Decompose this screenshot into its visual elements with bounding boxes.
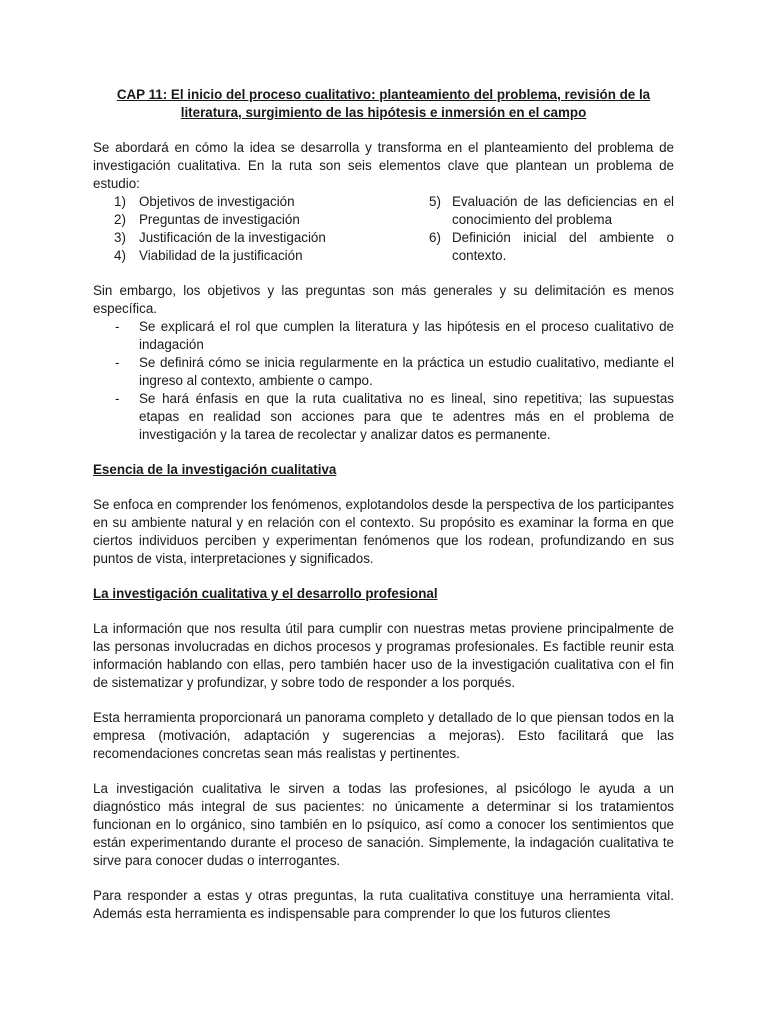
list-item: - Se explicará el rol que cumplen la literatura y las hipótesis en el proceso cualitativo de indagación xyxy=(115,319,674,352)
bullet-list xyxy=(93,318,674,444)
section-heading-esencia: Esencia de la investigación cualitativa xyxy=(93,462,337,477)
informacion-paragraph: La información que nos resulta útil para cumplir con nuestras metas proviene principalmente de las personas involucradas en dichos procesos y programas profesionales. Es factible reunir esta información hablando con ellas, pero también hacer uso de la investigación cualitativa con el fin de sistematizar y profundizar, y sobre todo de responder a los porqués. xyxy=(93,621,674,690)
section-heading-desarrollo-profesional: La investigación cualitativa y el desarrollo profesional xyxy=(93,586,438,601)
profesiones-paragraph: La investigación cualitativa le sirven a todas las profesiones, al psicólogo le ayuda a un diagnóstico más integral de sus pacientes: no únicamente a determinar si los tratamientos funcionan en lo orgánico, sino también en lo psíquico, así como a conocer los sentimientos que están experimentando durante el proceso de sanación. Simplemente, la indagación cualitativa te sirve para conocer dudas o interrogantes. xyxy=(93,781,674,868)
herramienta-paragraph: Esta herramienta proporcionará un panorama completo y detallado de lo que piensan todos en la empresa (motivación, adaptación y sugerencias a mejoras). Esto facilitará que las recomendaciones concretas sean más realistas y pertinentes. xyxy=(93,710,674,761)
list-item: - Se hará énfasis en que la ruta cualitativa no es lineal, sino repetitiva; las supuestas etapas en realidad son acciones para que te adentres más en el problema de investigación y la tarea de recolectar y analizar datos es permanente. xyxy=(115,391,674,442)
key-elements-left-column xyxy=(93,193,423,265)
document-page xyxy=(93,86,674,923)
esencia-paragraph: Se enfoca en comprender los fenómenos, explotandolos desde la perspectiva de los participantes en su ambiente natural y en relación con el contexto. Su propósito es examinar la forma en que ciertos individuos perciben y experimentan fenómenos que los rodean, profundizando en sus puntos de vista, interpretaciones y significados. xyxy=(93,497,674,566)
list-item: 5) Evaluación de las deficiencias en el conocimiento del problema xyxy=(429,194,674,227)
sin-embargo-paragraph: Sin embargo, los objetivos y las preguntas son más generales y su delimitación es menos específica. xyxy=(93,283,674,316)
list-item: 1) Objetivos de investigación xyxy=(114,194,295,209)
list-item: 2) Preguntas de investigación xyxy=(114,212,300,227)
list-item: 4) Viabilidad de la justificación xyxy=(114,248,303,263)
list-item: 3) Justificación de la investigación xyxy=(114,230,326,245)
key-elements-right-column xyxy=(429,193,674,265)
intro-paragraph: Se abordará en cómo la idea se desarrolla y transforma en el planteamiento del problema de investigación cualitativa. En la ruta son seis elementos clave que plantean un problema de estudio: xyxy=(93,140,674,191)
responder-paragraph: Para responder a estas y otras preguntas, la ruta cualitativa constituye una herramienta vital. Además esta herramienta es indispensable para comprender lo que los futuros clientes xyxy=(93,888,674,921)
key-elements-list xyxy=(93,193,674,265)
list-item: - Se definirá cómo se inicia regularmente en la práctica un estudio cualitativo, mediante el ingreso al contexto, ambiente o campo. xyxy=(115,355,674,388)
chapter-title: CAP 11: El inicio del proceso cualitativo: planteamiento del problema, revisión de la literatura, surgimiento de las hipótesis e inmersión en el campo xyxy=(116,87,651,120)
list-item: 6) Definición inicial del ambiente o contexto. xyxy=(429,230,674,263)
